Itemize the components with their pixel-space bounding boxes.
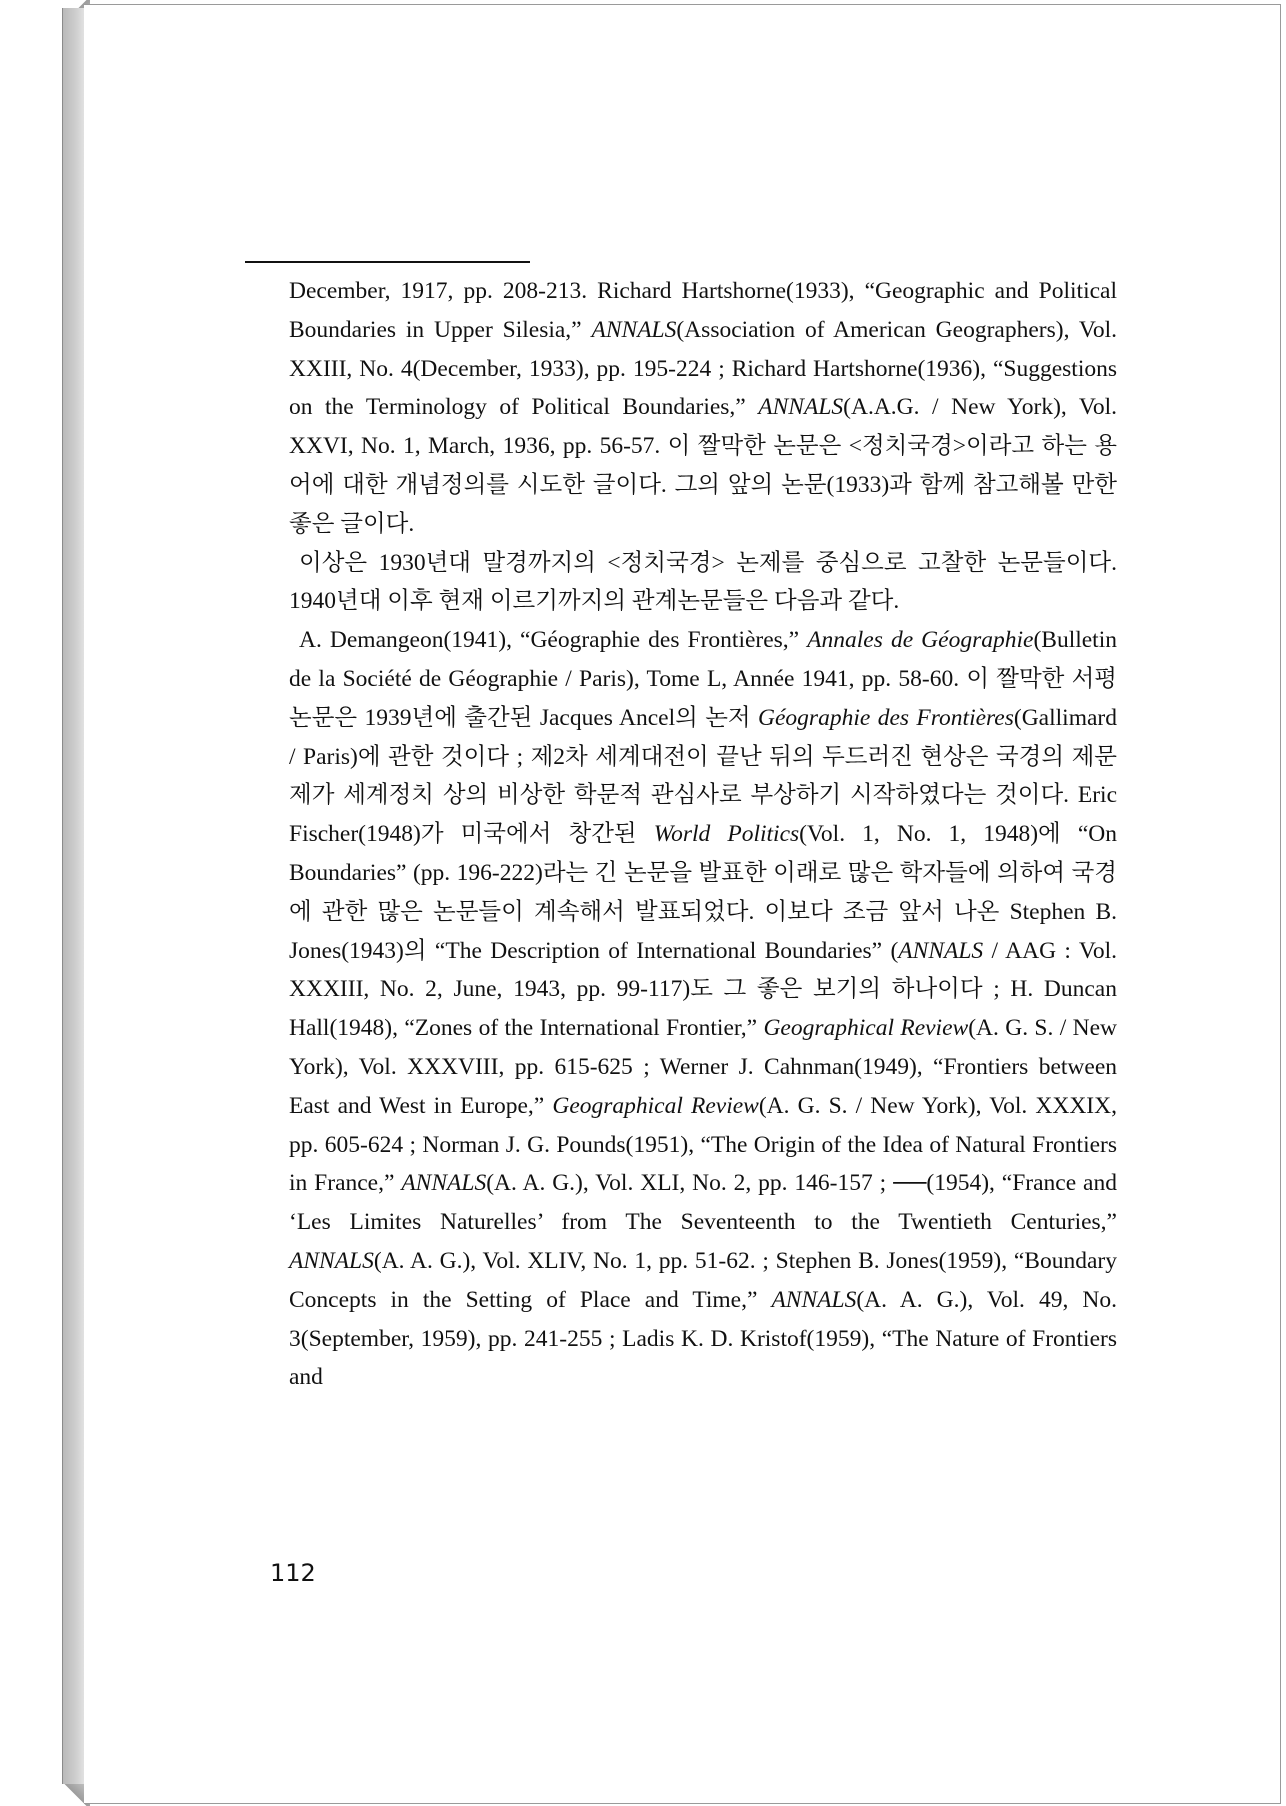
italic-segment: Geographical Review <box>763 1015 969 1042</box>
text-segment: (A.A.G. / New York), Vol. XXVI, No. 1, March, 1936, pp. 56-57. 이 짤막한 논문은 <정치국경>이라고 하는 용어에 대한 개념정의를 시도한 글이다. 그의 앞의 논문(1933)과 함께 참고해볼 만한 좋은 글이다. <box>289 394 1117 537</box>
book-spine <box>62 8 85 1800</box>
text-segment: (A. G. S. / New York), Vol. XXXIX, pp. 605-624 ; Norman J. G. Pounds(1951), “The Origin of the Idea of Natural Frontiers in France,” <box>289 1092 1117 1197</box>
italic-segment: ANNALS <box>771 1286 857 1313</box>
paragraph-2 <box>289 544 1117 622</box>
italic-segment: ANNALS <box>401 1170 487 1197</box>
text-segment: A. Demangeon(1941), “Géographie des Frontières,” <box>299 627 808 654</box>
text-segment: 이상은 1930년대 말경까지의 <정치국경> 논제를 중심으로 고찰한 논문들이다. 1940년대 이후 현재 이르기까지의 관계논문들은 다음과 같다. <box>289 549 1117 615</box>
text-segment: (A. A. G.), Vol. 49, No. 3(September, 1959), pp. 241-255 ; Ladis K. D. Kristof(1959), “The Nature of Frontiers and <box>289 1286 1117 1391</box>
italic-segment: Geographical Review <box>552 1092 759 1119</box>
italic-segment: Annales de Géographie <box>807 627 1034 654</box>
text-segment: (Gallimard / Paris)에 관한 것이다 ; 제2차 세계대전이 끝난 뒤의 두드러진 현상은 국경의 제문제가 세계정치 상의 비상한 학문적 관심사로 부상하기 시작하였다는 것이다. Eric Fischer(1948)가 미국에서 창간된 <box>289 704 1117 848</box>
italic-segment: ANNALS <box>758 394 844 421</box>
footnote-text-body <box>289 272 1117 1397</box>
text-segment: (A. A. G.), Vol. XLI, No. 2, pp. 146-157 ; ──(1954), “France and ‘Les Limites Naturelles’ from The Seventeenth to the Twentieth Centuries,” <box>289 1170 1117 1236</box>
italic-segment: World Politics <box>653 821 800 848</box>
text-segment: (Bulletin de la Société de Géographie / Paris), Tome L, Année 1941, pp. 58-60. 이 짤막한 서평 논문은 1939년에 출간된 Jacques Ancel의 논저 <box>289 627 1117 731</box>
italic-segment: ANNALS <box>289 1247 374 1274</box>
italic-segment: ANNALS <box>898 937 984 964</box>
text-segment: (A. A. G.), Vol. XLIV, No. 1, pp. 51-62. ; Stephen B. Jones(1959), “Boundary Concepts in the Setting of Place and Time,” <box>289 1247 1117 1313</box>
paragraph-1 <box>289 272 1117 544</box>
text-segment: December, 1917, pp. 208-213. Richard Hartshorne(1933), “Geographic and Political Boundaries in Upper Silesia,” <box>289 278 1117 343</box>
italic-segment: ANNALS <box>591 316 677 343</box>
text-segment: / AAG : Vol. XXXIII, No. 2, June, 1943, pp. 99-117)도 그 좋은 보기의 하나이다 ; H. Duncan Hall(1948), “Zones of the International Frontier,” <box>289 937 1117 1042</box>
text-segment: (Vol. 1, No. 1, 1948)에 “On Boundaries” (pp. 196-222)라는 긴 논문을 발표한 이래로 많은 학자들에 의하여 국경에 관한 많은 논문들이 계속해서 발표되었다. 이보다 조금 앞서 나온 Stephen B. Jones(1943)의 “The Description of International Boundaries” ( <box>289 821 1117 964</box>
paragraph-3 <box>289 621 1117 1397</box>
italic-segment: Géographie des Frontières <box>758 704 1014 731</box>
text-segment: (Association of American Geographers), Vol. XXIII, No. 4(December, 1933), pp. 195-224 ; Richard Hartshorne(1936), “Suggestions on the Terminology of Political Boundaries,” <box>289 316 1117 421</box>
footnote-separator-rule <box>245 261 530 263</box>
text-segment: (A. G. S. / New York), Vol. XXXVIII, pp. 615-625 ; Werner J. Cahnman(1949), “Frontiers between East and West in Europe,” <box>289 1015 1117 1119</box>
page-number: 112 <box>270 1559 316 1587</box>
